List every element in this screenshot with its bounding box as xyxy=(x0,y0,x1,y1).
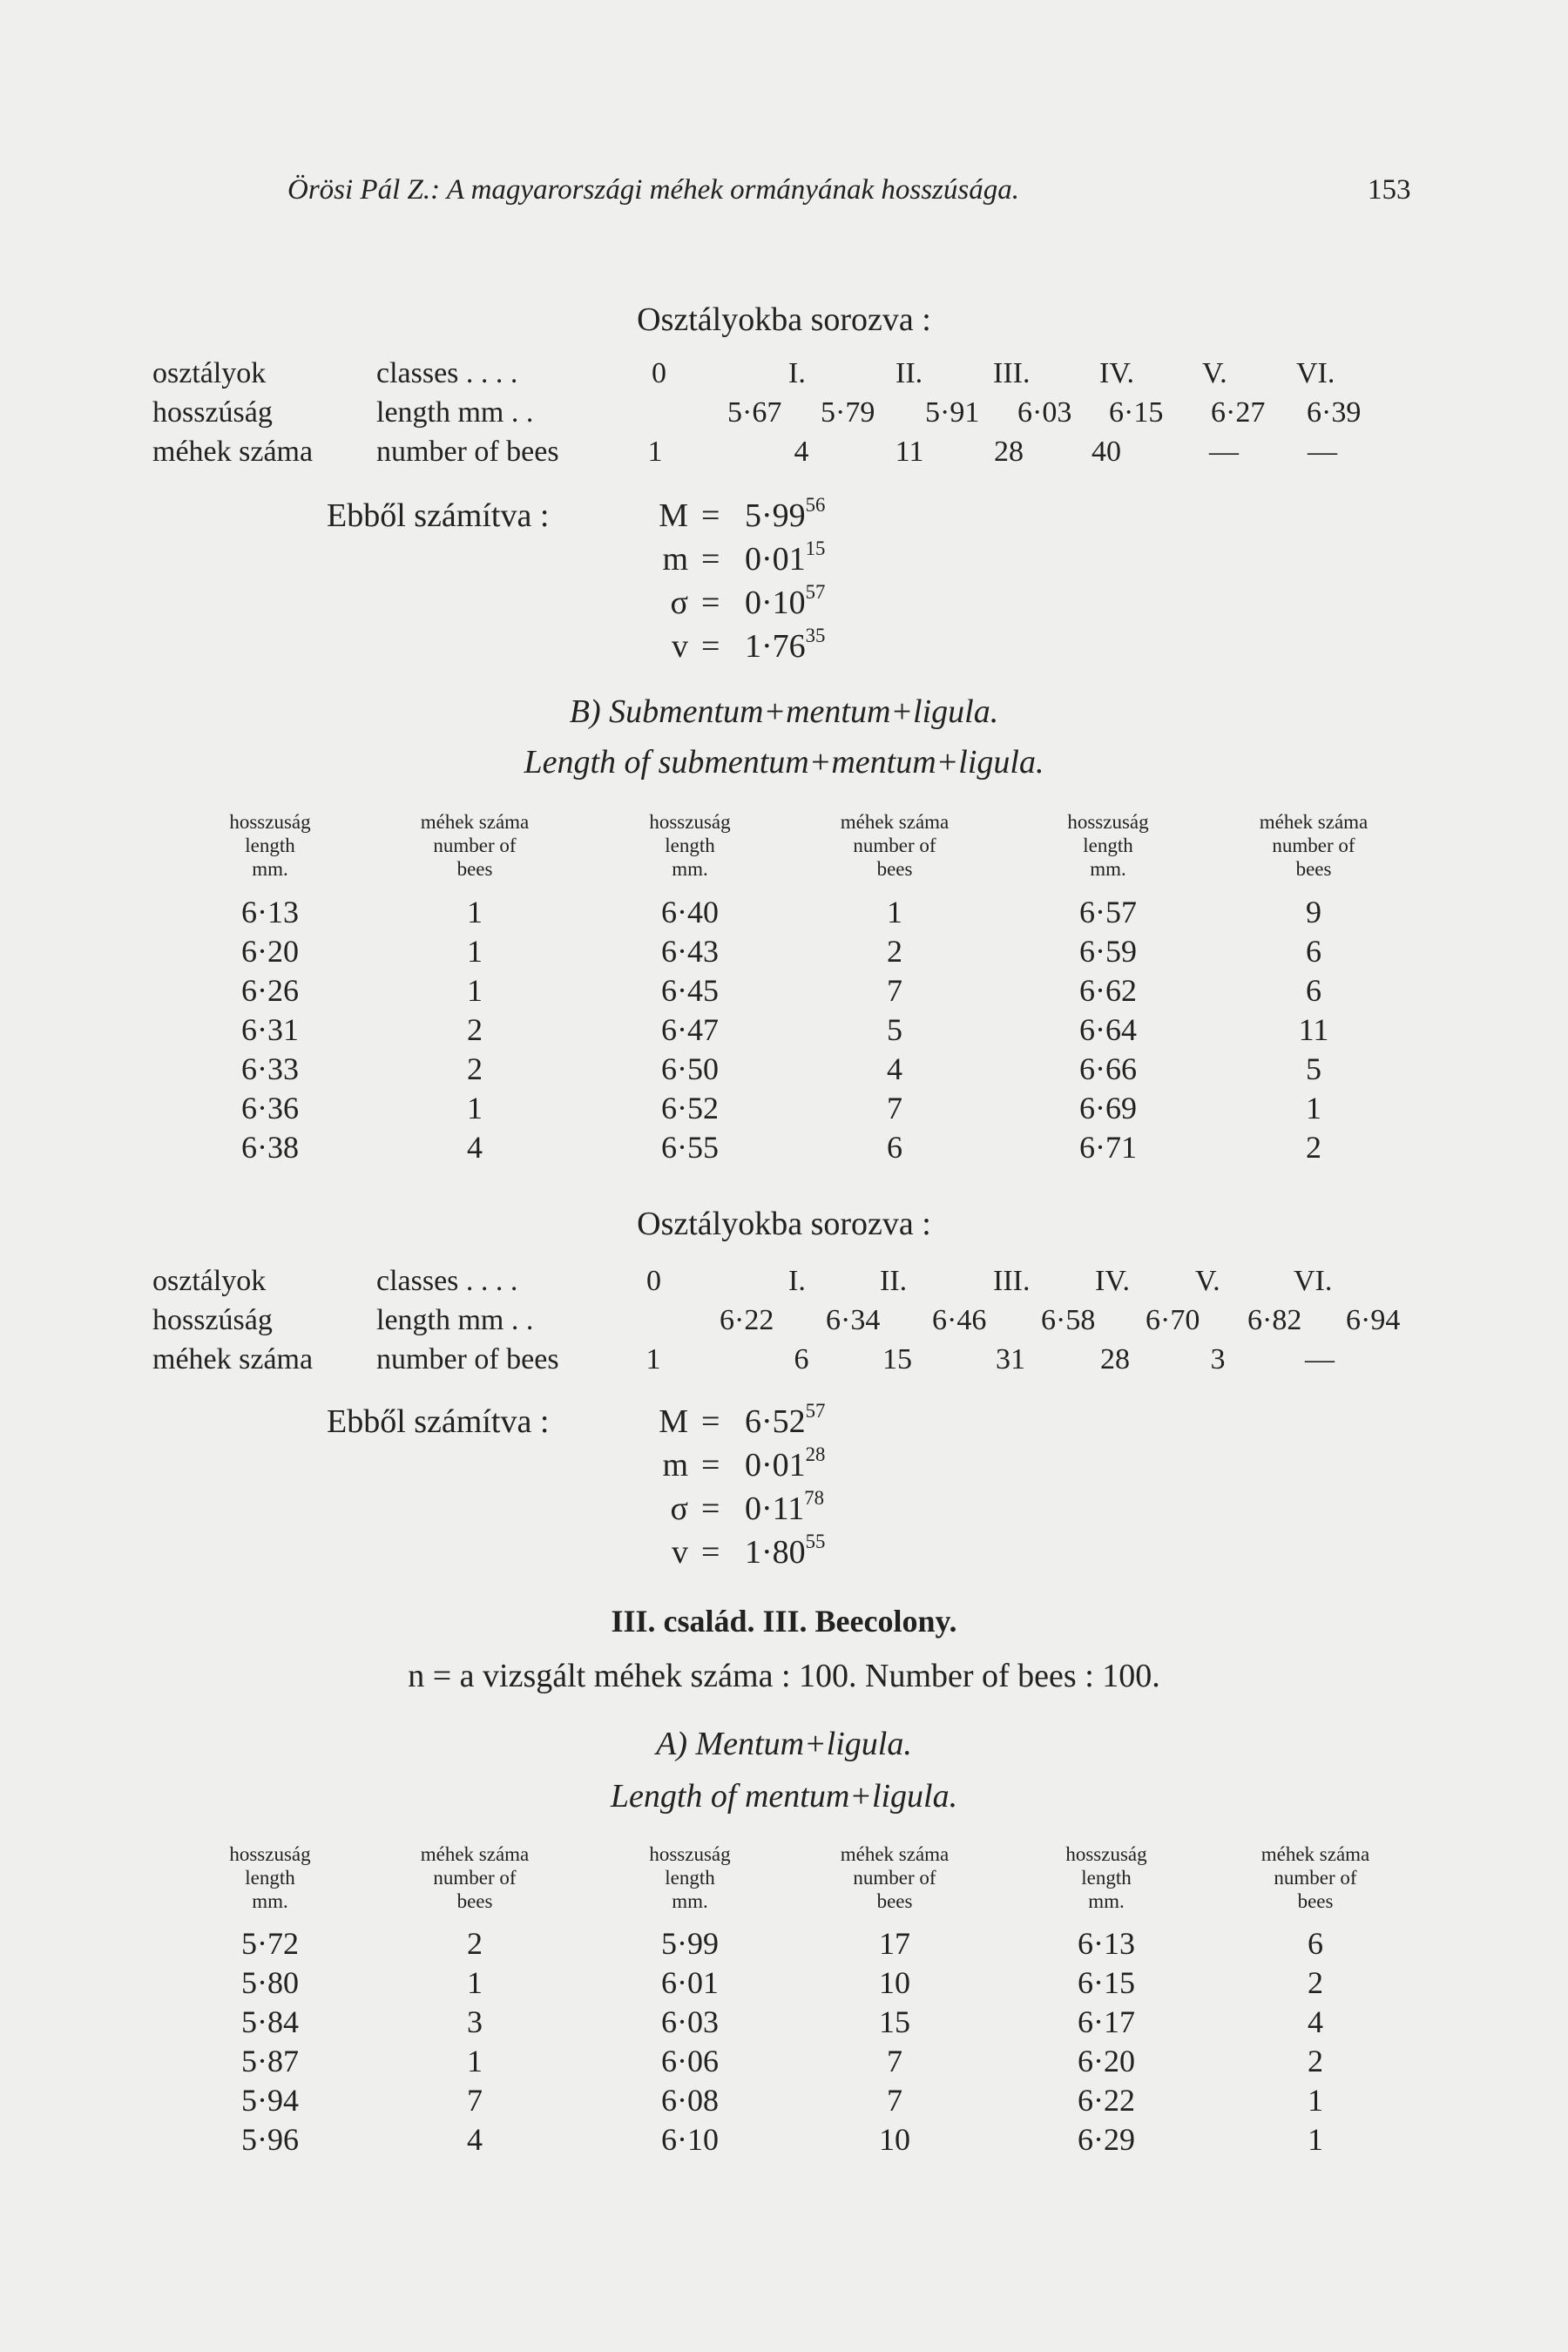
length-value: 6·57 xyxy=(1079,895,1137,929)
section-a-title: A) Mentum+ligula. xyxy=(656,1726,912,1762)
page-number: 153 xyxy=(1368,174,1411,206)
stat-value-superscript: 15 xyxy=(805,537,826,559)
header-line: méhek száma xyxy=(840,811,950,833)
length-value: 6·10 xyxy=(661,2122,719,2157)
header-line: hosszuság xyxy=(649,1843,731,1865)
header-line: méhek száma xyxy=(840,1843,950,1865)
header-line: mm. xyxy=(672,1890,708,1912)
running-header-title: Örösi Pál Z.: A magyarországi méhek ormányának hosszúsága. xyxy=(287,174,1019,206)
stat-value-superscript: 57 xyxy=(805,580,826,603)
header-line: mm. xyxy=(1088,1890,1125,1912)
bee-count: 5 xyxy=(1306,1051,1321,1086)
length-value: 6·22 xyxy=(1078,2083,1135,2118)
class-length: 6·46 xyxy=(932,1304,987,1336)
bee-count: 11 xyxy=(1298,1012,1329,1047)
class-label: II. xyxy=(896,357,923,389)
bee-count: 7 xyxy=(887,2083,902,2118)
class-count: — xyxy=(1209,436,1239,468)
bee-count: 2 xyxy=(467,1926,483,1961)
length-value: 6·66 xyxy=(1079,1051,1137,1086)
column-header-length xyxy=(594,810,786,881)
stat-symbol: σ xyxy=(670,585,688,621)
length-value: 6·15 xyxy=(1078,1965,1135,2000)
bee-count: 7 xyxy=(887,973,902,1008)
row-label-hu: hosszúság xyxy=(152,396,273,429)
bee-count: 1 xyxy=(887,895,902,929)
stat-value-main: 1·80 xyxy=(745,1534,806,1571)
column-header-bees xyxy=(799,810,990,881)
class-count: 15 xyxy=(882,1343,912,1375)
bee-count: 1 xyxy=(467,1965,483,2000)
section-a-subtitle: Length of mentum+ligula. xyxy=(610,1778,958,1815)
bee-count: 7 xyxy=(887,1091,902,1125)
bee-count: 1 xyxy=(1308,2122,1323,2157)
header-line: length xyxy=(1081,1867,1132,1889)
row-label-en: classes . . . . xyxy=(376,357,518,389)
class-length: 6·70 xyxy=(1146,1304,1200,1336)
class-count: 40 xyxy=(1092,436,1121,468)
bee-count: 1 xyxy=(467,934,483,969)
length-value: 6·26 xyxy=(241,973,299,1008)
length-value: 6·03 xyxy=(661,2004,719,2039)
column-header-bees xyxy=(1218,810,1409,881)
column-header-bees xyxy=(379,1842,571,1913)
length-value: 6·38 xyxy=(241,1130,299,1165)
length-value: 6·31 xyxy=(241,1012,299,1047)
column-header-bees xyxy=(379,810,571,881)
header-line: bees xyxy=(1295,858,1332,880)
length-value: 6·43 xyxy=(661,934,719,969)
header-line: number of xyxy=(433,835,517,856)
length-value: 6·06 xyxy=(661,2044,719,2078)
stat-value-superscript: 57 xyxy=(805,1399,826,1422)
header-line: hosszuság xyxy=(229,811,311,833)
bee-count: 2 xyxy=(887,934,902,969)
header-line: mm. xyxy=(252,858,288,880)
class-length: 6·94 xyxy=(1346,1304,1401,1336)
length-value: 5·99 xyxy=(661,1926,719,1961)
length-value: 6·13 xyxy=(241,895,299,929)
header-line: hosszuság xyxy=(649,811,731,833)
stat-equals: = xyxy=(701,541,720,578)
header-line: bees xyxy=(876,858,913,880)
length-value: 5·72 xyxy=(241,1926,299,1961)
length-value: 6·40 xyxy=(661,895,719,929)
length-value: 6·29 xyxy=(1078,2122,1135,2157)
column-header-bees xyxy=(1220,1842,1411,1913)
class-label: II. xyxy=(880,1265,908,1297)
class-label: 0 xyxy=(652,357,666,389)
bee-count: 1 xyxy=(467,2044,483,2078)
stat-equals: = xyxy=(701,1534,720,1571)
bee-count: 7 xyxy=(887,2044,902,2078)
stat-value-main: 0·01 xyxy=(745,541,806,578)
length-value: 6·47 xyxy=(661,1012,719,1047)
header-line: bees xyxy=(1297,1890,1334,1912)
stat-symbol: σ xyxy=(670,1490,688,1527)
length-value: 5·80 xyxy=(241,1965,299,2000)
stat-equals: = xyxy=(701,1447,720,1484)
bee-count: 1 xyxy=(467,1091,483,1125)
header-line: number of xyxy=(853,1867,936,1889)
stat-equals: = xyxy=(701,1403,720,1440)
header-line: hosszuság xyxy=(229,1843,311,1865)
column-header-bees xyxy=(799,1842,990,1913)
length-value: 6·13 xyxy=(1078,1926,1135,1961)
stats-label: Ebből számítva : xyxy=(327,497,550,534)
row-label-en: classes . . . . xyxy=(376,1265,518,1297)
class-length: 6·27 xyxy=(1211,396,1266,429)
length-value: 6·52 xyxy=(661,1091,719,1125)
stat-value-superscript: 35 xyxy=(805,624,826,646)
length-value: 6·45 xyxy=(661,973,719,1008)
class-label: IV. xyxy=(1095,1265,1130,1297)
stat-value xyxy=(745,1486,825,1528)
class-label: V. xyxy=(1195,1265,1220,1297)
bee-count: 6 xyxy=(1306,973,1321,1008)
class-length: 6·15 xyxy=(1109,396,1164,429)
header-line: mm. xyxy=(1090,858,1126,880)
row-label-en: number of bees xyxy=(376,1343,559,1375)
header-line: mm. xyxy=(672,858,708,880)
bee-count: 5 xyxy=(887,1012,902,1047)
bee-count: 1 xyxy=(467,895,483,929)
class-count: 28 xyxy=(994,436,1024,468)
class-count: 4 xyxy=(794,436,809,468)
class-label: VI. xyxy=(1294,1265,1333,1297)
length-value: 6·64 xyxy=(1079,1012,1137,1047)
bee-count: 6 xyxy=(1308,1926,1323,1961)
bee-count: 4 xyxy=(887,1051,902,1086)
row-label-hu: hosszúság xyxy=(152,1304,273,1336)
column-header-length xyxy=(174,1842,366,1913)
stat-symbol: M xyxy=(659,1403,688,1440)
class-length: 6·58 xyxy=(1041,1304,1096,1336)
stat-value xyxy=(745,537,826,578)
class-length: 5·67 xyxy=(727,396,782,429)
class-count: 1 xyxy=(645,1343,661,1375)
stat-value-main: 0·11 xyxy=(745,1490,805,1527)
length-value: 6·69 xyxy=(1079,1091,1137,1125)
header-line: number of xyxy=(1274,1867,1357,1889)
class-length: 6·34 xyxy=(826,1304,881,1336)
stat-value xyxy=(745,1443,826,1484)
length-value: 5·96 xyxy=(241,2122,299,2157)
row-label-hu: méhek száma xyxy=(152,436,314,468)
stat-value xyxy=(745,1530,826,1571)
header-line: bees xyxy=(456,858,493,880)
stat-value-superscript: 55 xyxy=(805,1530,826,1552)
class-series-heading-2: Osztályokba sorozva : xyxy=(637,1206,931,1242)
length-value: 6·20 xyxy=(1078,2044,1135,2078)
class-length: 6·03 xyxy=(1017,396,1072,429)
column-header-length xyxy=(174,810,366,881)
header-line: méhek száma xyxy=(420,1843,530,1865)
header-line: mm. xyxy=(252,1890,288,1912)
stat-symbol: m xyxy=(662,541,688,578)
length-value: 6·71 xyxy=(1079,1130,1137,1165)
bee-count: 9 xyxy=(1306,895,1321,929)
class-length: 6·39 xyxy=(1307,396,1362,429)
bee-count: 1 xyxy=(1306,1091,1321,1125)
bee-count: 2 xyxy=(1308,2044,1323,2078)
length-value: 5·87 xyxy=(241,2044,299,2078)
stat-value-main: 5·99 xyxy=(745,497,806,534)
stat-equals: = xyxy=(701,497,720,534)
length-value: 6·20 xyxy=(241,934,299,969)
stat-symbol: v xyxy=(672,628,688,665)
bee-count: 4 xyxy=(467,1130,483,1165)
class-count: 28 xyxy=(1100,1343,1130,1375)
column-header-length xyxy=(594,1842,786,1913)
header-line: méhek száma xyxy=(420,811,530,833)
bee-count: 1 xyxy=(467,973,483,1008)
bee-count: 2 xyxy=(467,1051,483,1086)
header-line: méhek száma xyxy=(1259,811,1369,833)
class-label: V. xyxy=(1202,357,1227,389)
bee-count: 2 xyxy=(1308,1965,1323,2000)
class-count: 6 xyxy=(794,1343,809,1375)
bee-count: 2 xyxy=(467,1012,483,1047)
bee-count: 15 xyxy=(879,2004,910,2039)
header-line: length xyxy=(665,1867,715,1889)
class-label: IV. xyxy=(1099,357,1134,389)
section-3-title: III. család. III. Beecolony. xyxy=(611,1604,957,1639)
bee-count: 1 xyxy=(1308,2083,1323,2118)
header-line: bees xyxy=(456,1890,493,1912)
header-line: length xyxy=(245,835,295,856)
length-value: 6·36 xyxy=(241,1091,299,1125)
stat-equals: = xyxy=(701,628,720,665)
bee-count: 17 xyxy=(879,1926,910,1961)
header-line: méhek száma xyxy=(1260,1843,1370,1865)
length-value: 5·84 xyxy=(241,2004,299,2039)
class-count: 3 xyxy=(1210,1343,1226,1375)
class-count: — xyxy=(1308,436,1337,468)
class-count: 11 xyxy=(895,436,924,468)
length-value: 6·50 xyxy=(661,1051,719,1086)
class-length: 5·91 xyxy=(925,396,980,429)
stat-value-main: 0·01 xyxy=(745,1447,806,1484)
stats-label: Ebből számítva : xyxy=(327,1403,550,1440)
class-label: III. xyxy=(993,1265,1031,1297)
bee-count: 6 xyxy=(887,1130,902,1165)
class-label: VI. xyxy=(1296,357,1335,389)
bee-count: 7 xyxy=(467,2083,483,2118)
class-count: 1 xyxy=(647,436,663,468)
number-of-bees-line: n = a vizsgált méhek száma : 100. Number of bees : 100. xyxy=(408,1658,1160,1694)
class-label: 0 xyxy=(646,1265,661,1297)
header-line: length xyxy=(665,835,715,856)
header-line: number of xyxy=(433,1867,517,1889)
bee-count: 3 xyxy=(467,2004,483,2039)
stat-symbol: v xyxy=(672,1534,688,1571)
stat-symbol: M xyxy=(659,497,688,534)
stat-value xyxy=(745,624,826,666)
row-label-en: length mm . . xyxy=(376,396,534,429)
stat-value-main: 1·76 xyxy=(745,628,806,665)
class-label: I. xyxy=(788,1265,806,1297)
row-label-en: length mm . . xyxy=(376,1304,534,1336)
stat-value-superscript: 56 xyxy=(805,493,826,516)
stat-value-main: 0·10 xyxy=(745,585,806,621)
class-series-heading-1: Osztályokba sorozva : xyxy=(637,301,931,338)
length-value: 6·62 xyxy=(1079,973,1137,1008)
class-length: 6·22 xyxy=(720,1304,774,1336)
header-line: length xyxy=(245,1867,295,1889)
header-line: number of xyxy=(853,835,936,856)
class-count: — xyxy=(1305,1343,1335,1375)
row-label-hu: osztályok xyxy=(152,1265,267,1297)
length-value: 6·17 xyxy=(1078,2004,1135,2039)
stat-value xyxy=(745,1399,826,1441)
bee-count: 10 xyxy=(879,1965,910,2000)
length-value: 6·01 xyxy=(661,1965,719,2000)
length-value: 6·33 xyxy=(241,1051,299,1086)
section-b-title: B) Submentum+mentum+ligula. xyxy=(569,693,999,730)
stat-value-main: 6·52 xyxy=(745,1403,806,1440)
column-header-length xyxy=(1010,1842,1202,1913)
stat-equals: = xyxy=(701,1490,720,1527)
header-line: length xyxy=(1083,835,1133,856)
class-length: 5·79 xyxy=(821,396,875,429)
bee-count: 10 xyxy=(879,2122,910,2157)
stat-value xyxy=(745,493,826,535)
stat-value-superscript: 78 xyxy=(804,1486,825,1509)
length-value: 5·94 xyxy=(241,2083,299,2118)
header-line: hosszuság xyxy=(1065,1843,1147,1865)
length-value: 6·08 xyxy=(661,2083,719,2118)
length-value: 6·59 xyxy=(1079,934,1137,969)
section-b-subtitle: Length of submentum+mentum+ligula. xyxy=(524,744,1044,781)
row-label-en: number of bees xyxy=(376,436,559,468)
class-label: III. xyxy=(993,357,1031,389)
length-value: 6·55 xyxy=(661,1130,719,1165)
bee-count: 4 xyxy=(1308,2004,1323,2039)
row-label-hu: osztályok xyxy=(152,357,267,389)
class-length: 6·82 xyxy=(1247,1304,1302,1336)
stat-symbol: m xyxy=(662,1447,688,1484)
class-label: I. xyxy=(788,357,806,389)
row-label-hu: méhek száma xyxy=(152,1343,314,1375)
header-line: hosszuság xyxy=(1067,811,1149,833)
header-line: number of xyxy=(1272,835,1355,856)
stat-equals: = xyxy=(701,585,720,621)
bee-count: 2 xyxy=(1306,1130,1321,1165)
stat-value xyxy=(745,580,826,622)
class-count: 31 xyxy=(996,1343,1025,1375)
bee-count: 6 xyxy=(1306,934,1321,969)
bee-count: 4 xyxy=(467,2122,483,2157)
column-header-length xyxy=(1012,810,1204,881)
stat-value-superscript: 28 xyxy=(805,1443,826,1465)
header-line: bees xyxy=(876,1890,913,1912)
